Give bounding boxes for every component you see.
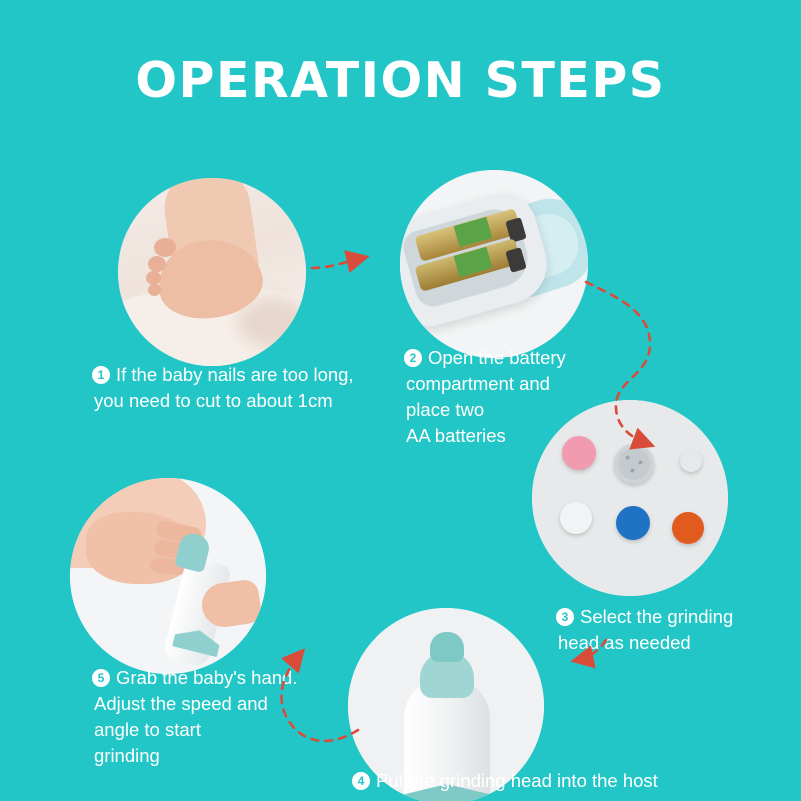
- grinding-heads-photo: [532, 400, 728, 596]
- step-5-caption-line-2: Adjust the speed and: [94, 693, 268, 714]
- step-4-caption: [352, 768, 792, 794]
- grinding-head-tip-shape: [430, 632, 464, 662]
- grinding-head-pink: [562, 436, 596, 470]
- grinding-head-texture: [618, 448, 650, 480]
- step-5-caption-line-3: angle to start: [94, 719, 201, 740]
- step-5-caption-line-4: grinding: [94, 745, 160, 766]
- step-1-caption: [92, 362, 392, 414]
- grinding-head-white: [560, 502, 592, 534]
- grinding-head-blue: [616, 506, 650, 540]
- step-4-caption-line-1: Put the grinding head into the host: [376, 770, 658, 791]
- step-5-caption: [92, 665, 332, 769]
- photo-background: [532, 400, 728, 596]
- page-title: OPERATION STEPS: [135, 52, 666, 109]
- step-2-caption-line-1: Open the battery: [428, 347, 566, 368]
- step-1-caption-line-2: you need to cut to about 1cm: [94, 390, 333, 411]
- toe-shape: [154, 238, 176, 257]
- step-5-number: 5: [92, 669, 110, 687]
- grinding-head-small-white: [680, 450, 702, 472]
- step-1-number: 1: [92, 366, 110, 384]
- toe-shape: [148, 256, 166, 272]
- battery-compartment-photo: [400, 170, 588, 358]
- step-2-number: 2: [404, 349, 422, 367]
- grinding-baby-hand-photo: [70, 478, 266, 674]
- step-3-caption-line-1: Select the grinding: [580, 606, 734, 627]
- arrow-step1-to-step2: [312, 258, 362, 268]
- grinding-head-orange: [672, 512, 704, 544]
- baby-foot-photo: [118, 178, 306, 366]
- toe-shape: [148, 284, 161, 296]
- toe-shape: [146, 271, 161, 285]
- step-3-caption: [556, 604, 786, 656]
- step-3-number: 3: [556, 608, 574, 626]
- photo-shadow: [238, 298, 306, 348]
- step-2-caption-line-2: compartment and: [406, 373, 550, 394]
- step-3-caption-line-2: head as needed: [558, 632, 691, 653]
- step-5-caption-line-1: Grab the baby's hand.: [116, 667, 298, 688]
- step-2-caption-line-4: AA batteries: [406, 425, 506, 446]
- step-2-caption-line-3: place two: [406, 399, 485, 420]
- step-4-number: 4: [352, 772, 370, 790]
- step-1-caption-line-1: If the baby nails are too long,: [116, 364, 354, 385]
